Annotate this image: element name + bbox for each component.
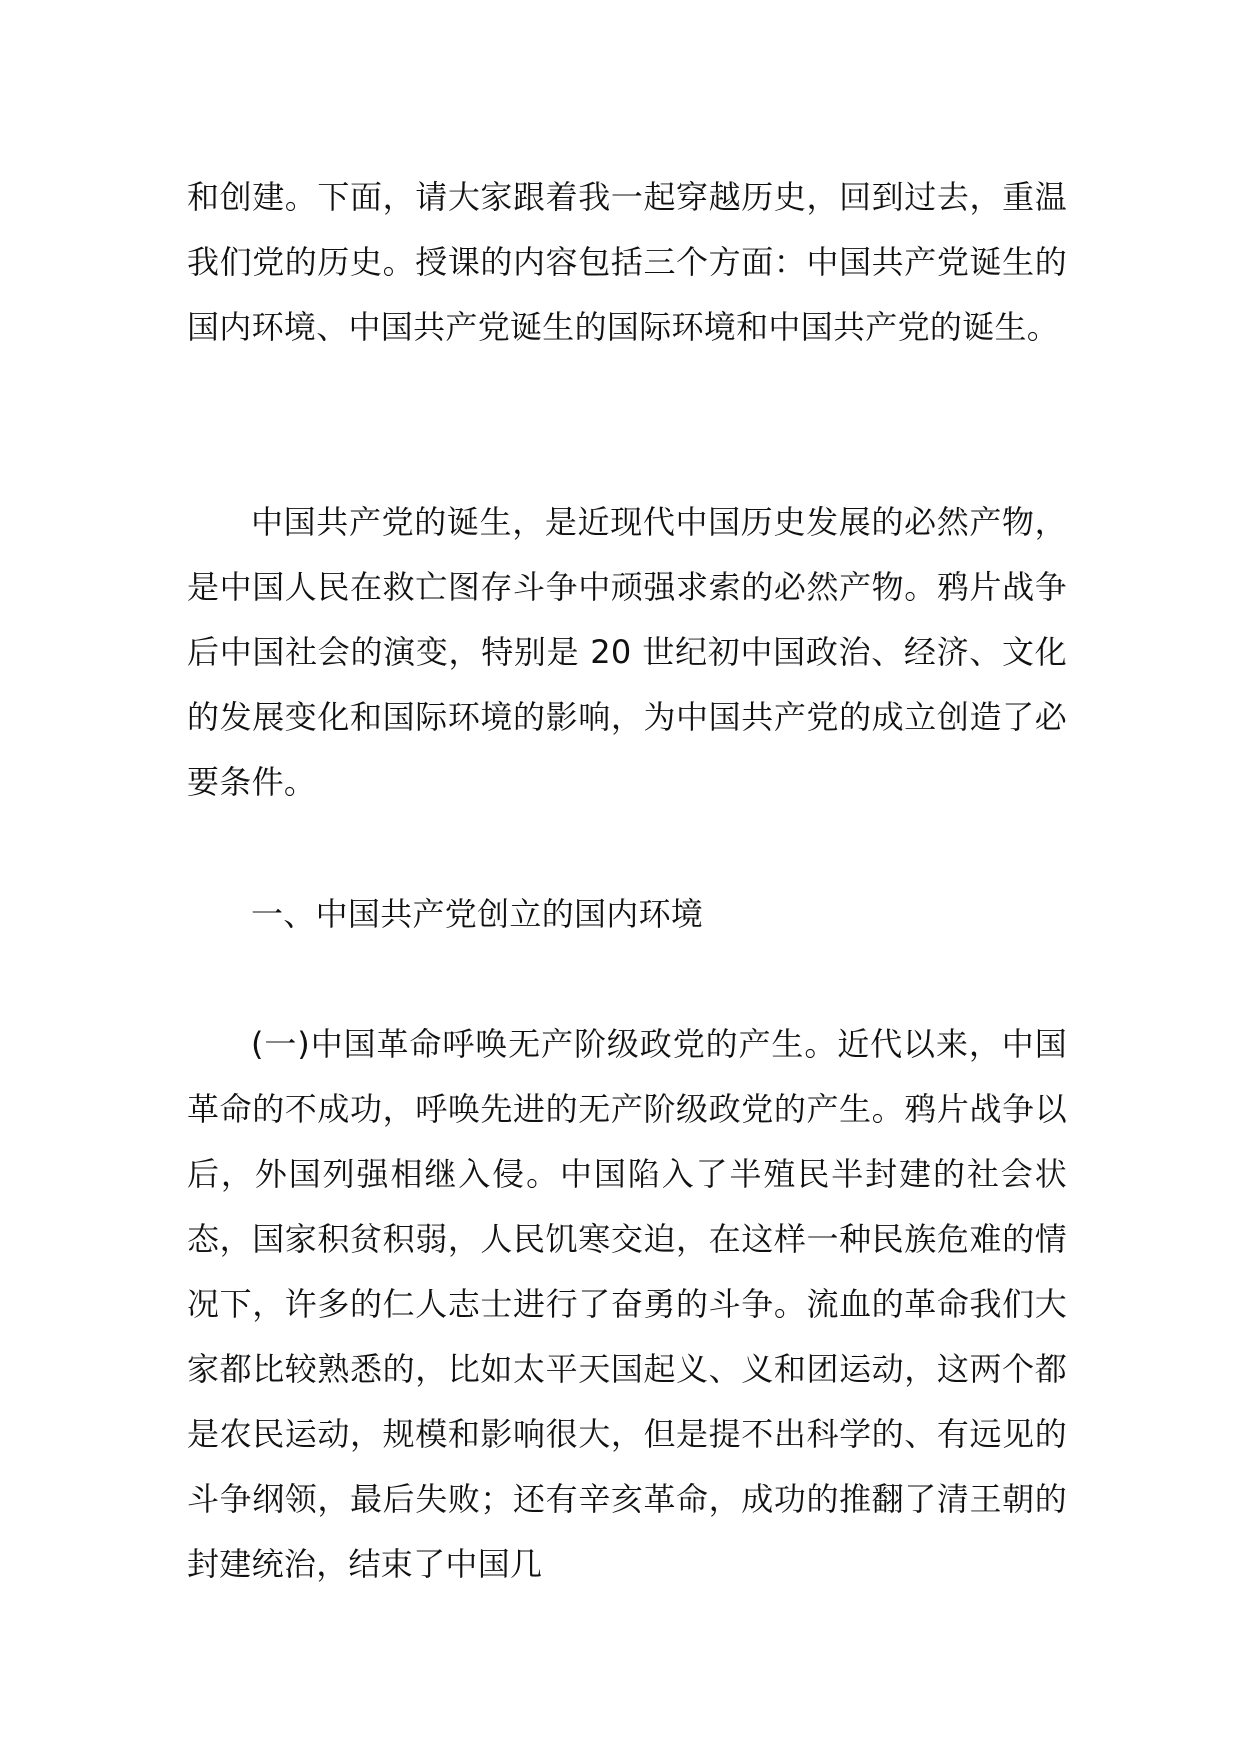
body-paragraph-intro: 和创建。下面，请大家跟着我一起穿越历史，回到过去，重温我们党的历史。授课的内容包括三个方面：中国共产党诞生的国内环境、中国共产党诞生的国际环境和中国共产党的诞生。 [187, 178, 1067, 346]
body-paragraph-overview: 中国共产党的诞生，是近现代中国历史发展的必然产物，是中国人民在救亡图存斗争中顽强求索的必然产物。鸦片战争后中国社会的演变，特别是 20 世纪初中国政治、经济、文化的发展变化和国际环境的影响，为中国共产党的成立创造了必要条件。 [187, 503, 1067, 801]
section-heading: 一、中国共产党创立的国内环境 [251, 895, 704, 933]
body-paragraph-section-1: (一)中国革命呼唤无产阶级政党的产生。近代以来，中国革命的不成功，呼唤先进的无产阶级政党的产生。鸦片战争以后，外国列强相继入侵。中国陷入了半殖民半封建的社会状态，国家积贫积弱，人民饥寒交迫，在这样一种民族危难的情况下，许多的仁人志士进行了奋勇的斗争。流血的革命我们大家都比较熟悉的，比如太平天国起义、义和团运动，这两个都是农民运动，规模和影响很大，但是提不出科学的、有远见的斗争纲领，最后失败；还有辛亥革命，成功的推翻了清王朝的封建统治，结束了中国几 [187, 1025, 1067, 1583]
